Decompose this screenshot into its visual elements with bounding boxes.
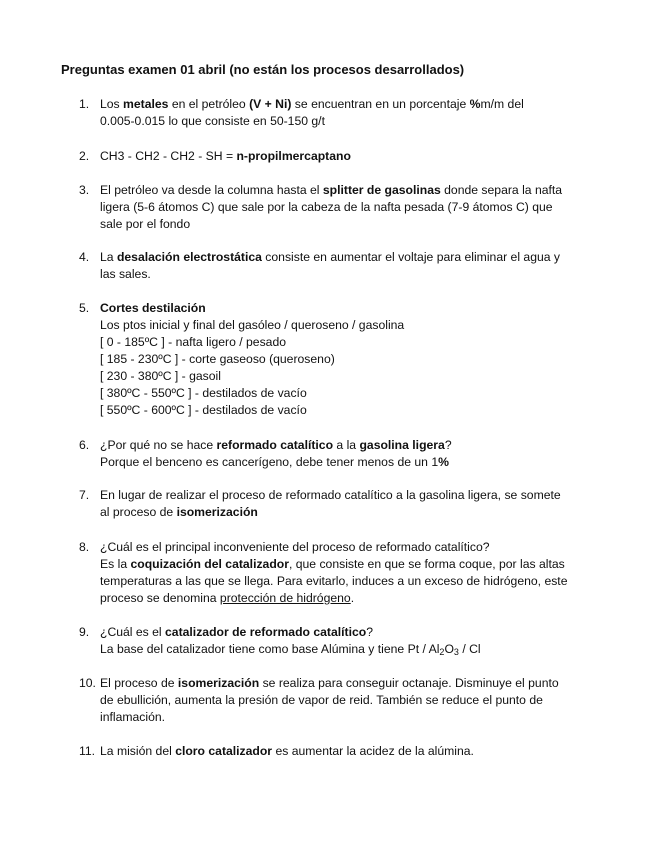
item-line: ligera (5-6 átomos C) que sale por la cabeza de la nafta pesada (7-9 átomos C) que [100, 200, 553, 214]
question-4 [79, 249, 599, 283]
item-line: En lugar de realizar el proceso de reformado catalítico a la gasolina ligera, se somete [100, 488, 561, 502]
item-line: proceso se denomina protección de hidrógeno. [100, 591, 355, 605]
item-line: al proceso de isomerización [100, 505, 258, 519]
item-line: Es la coquización del catalizador, que consiste en que se forma coque, por las altas [100, 557, 565, 571]
item-number: 11. [79, 744, 96, 758]
item-line: ¿Cuál es el catalizador de reformado catalítico? [100, 625, 373, 639]
item-line: Los ptos inicial y final del gasóleo / queroseno / gasolina [100, 318, 405, 332]
item-heading: Cortes destilación [100, 301, 206, 315]
item-line: de ebullición, aumenta la presión de vapor de reid. También se reduce el punto de [100, 693, 543, 707]
item-line: temperaturas a las que se llega. Para evitarlo, induces a un exceso de hidrógeno, este [100, 574, 568, 588]
question-5 [79, 300, 599, 419]
item-line: ¿Por qué no se hace reformado catalítico a la gasolina ligera? [100, 438, 452, 452]
item-number: 10. [79, 676, 96, 690]
item-number: 6. [79, 438, 90, 452]
item-number: 8. [79, 540, 90, 554]
item-line: [ 0 - 185ºC ] - nafta ligero / pesado [100, 335, 287, 349]
item-line: las sales. [100, 267, 151, 281]
question-3 [79, 182, 599, 233]
question-1 [79, 96, 599, 130]
question-11 [79, 743, 599, 760]
question-9 [79, 624, 599, 658]
item-line: El proceso de isomerización se realiza para conseguir octanaje. Disminuye el punto [100, 676, 559, 690]
item-line: inflamación. [100, 710, 166, 724]
item-line: Los metales en el petróleo (V + Ni) se encuentran en un porcentaje %m/m del [100, 97, 524, 111]
question-8 [79, 539, 599, 607]
item-line: La base del catalizador tiene como base Alúmina y tiene Pt / $Al_2O_3$ / Cl [100, 642, 481, 657]
item-number: 7. [79, 488, 90, 502]
item-line: [ 185 - 230ºC ] - corte gaseoso (queroseno) [100, 352, 335, 366]
document-title: Preguntas examen 01 abril (no están los procesos desarrollados) [61, 62, 465, 77]
item-line: La misión del cloro catalizador es aumentar la acidez de la alúmina. [100, 744, 474, 758]
item-line: El petróleo va desde la columna hasta el splitter de gasolinas donde separa la nafta [100, 183, 563, 197]
question-10 [79, 675, 599, 726]
item-line: CH3 - CH2 - CH2 - SH = n-propilmercaptano [100, 149, 351, 163]
question-7 [79, 487, 599, 521]
item-number: 9. [79, 625, 90, 639]
item-line: [ 230 - 380ºC ] - gasoil [100, 369, 221, 383]
item-line: ¿Cuál es el principal inconveniente del proceso de reformado catalítico? [100, 540, 490, 554]
item-number: 5. [79, 301, 90, 315]
item-number: 2. [79, 149, 90, 163]
item-number: 3. [79, 183, 90, 197]
item-line: [ 550ºC - 600ºC ] - destilados de vacío [100, 403, 307, 417]
item-number: 4. [79, 250, 90, 264]
item-line: 0.005-0.015 lo que consiste en 50-150 g/t [100, 114, 325, 128]
question-6 [79, 437, 599, 471]
item-line: [ 380ºC - 550ºC ] - destilados de vacío [100, 386, 307, 400]
item-number: 1. [79, 97, 90, 111]
item-line: sale por el fondo [100, 217, 191, 231]
item-line: La desalación electrostática consiste en aumentar el voltaje para eliminar el agua y [100, 250, 561, 264]
question-2 [79, 148, 599, 165]
item-line: Porque el benceno es cancerígeno, debe tener menos de un 1% [100, 455, 449, 469]
